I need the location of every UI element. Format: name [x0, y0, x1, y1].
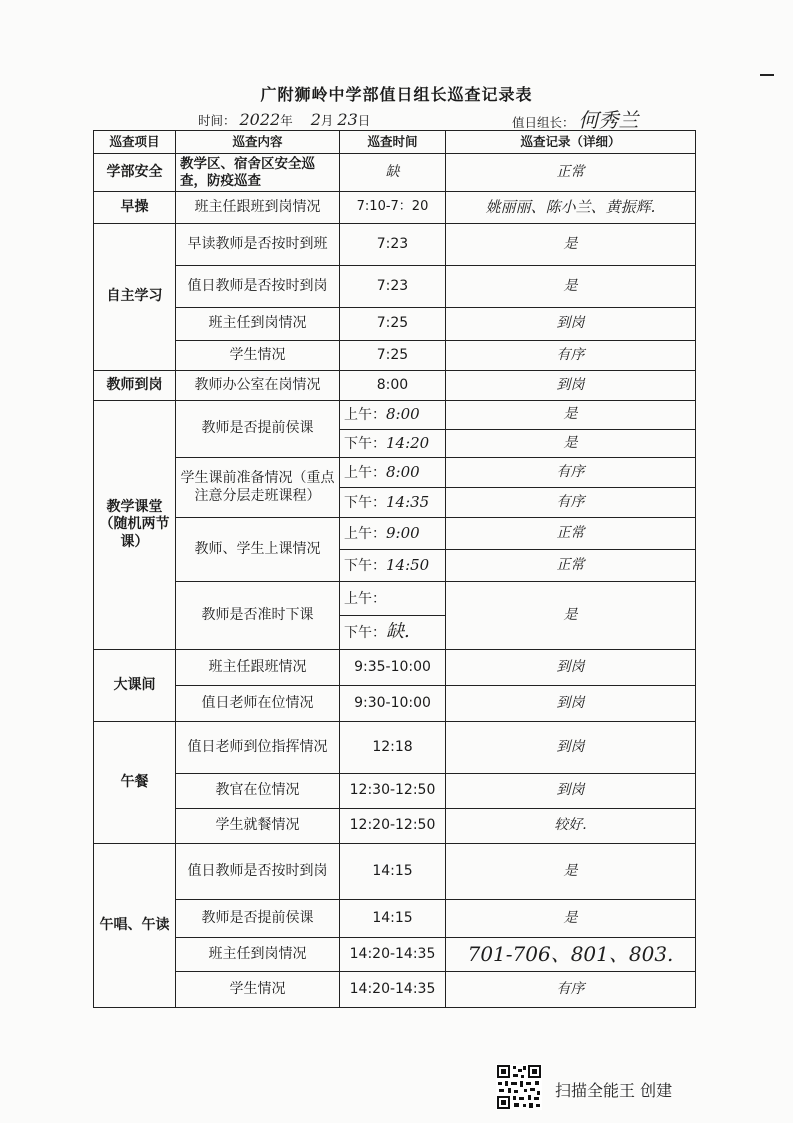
table-row — [94, 972, 696, 1008]
record-cell: 正常 — [446, 518, 696, 550]
am-time-cell — [340, 582, 446, 616]
qr-code-icon — [496, 1064, 542, 1110]
pm-label: 下午： — [344, 625, 386, 642]
date-day-unit: 日 — [357, 113, 371, 128]
content-cell: 班主任跟班情况 — [176, 650, 340, 686]
record-cell: 有序 — [446, 458, 696, 488]
table-row — [94, 401, 696, 430]
record-cell: 有序 — [446, 341, 696, 371]
date-year: 2022 — [239, 110, 281, 129]
time-cell: 14:15 — [340, 844, 446, 900]
pm-time: 14:20 — [386, 433, 430, 452]
record-cell: 有序 — [446, 488, 696, 518]
time-cell: 7:23 — [340, 224, 446, 266]
content-cell: 学生情况 — [176, 972, 340, 1008]
table-row — [94, 686, 696, 722]
content-cell: 班主任到岗情况 — [176, 938, 340, 972]
record-cell: 是 — [446, 224, 696, 266]
date-month-unit: 月 — [320, 113, 334, 128]
category-cell: 大课间 — [94, 650, 176, 722]
pm-time-cell — [340, 430, 446, 458]
category-cell: 自主学习 — [94, 224, 176, 371]
pm-time-cell — [340, 488, 446, 518]
pm-time: 14:50 — [386, 555, 430, 574]
time-cell: 7:25 — [340, 341, 446, 371]
record-cell: 701-706、801、803. — [446, 938, 696, 972]
record-cell: 正常 — [446, 550, 696, 582]
content-cell: 学生课前准备情况（重点注意分层走班课程） — [176, 458, 340, 518]
table-row — [94, 224, 696, 266]
date-year-unit: 年 — [280, 113, 293, 128]
am-time-cell — [340, 458, 446, 488]
record-cell: 是 — [446, 582, 696, 650]
time-cell: 8:00 — [340, 371, 446, 401]
table-row — [94, 154, 696, 192]
content-cell: 教师、学生上课情况 — [176, 518, 340, 582]
header-time: 巡查时间 — [340, 131, 446, 154]
document-title: 广附狮岭中学部值日组长巡查记录表 — [260, 85, 533, 104]
table-row — [94, 266, 696, 308]
record-cell: 是 — [446, 844, 696, 900]
table-row — [94, 722, 696, 774]
pm-label: 下午： — [344, 557, 386, 574]
record-cell: 到岗 — [446, 722, 696, 774]
record-cell: 到岗 — [446, 686, 696, 722]
table-row — [94, 341, 696, 371]
header-item: 巡查项目 — [94, 131, 176, 154]
am-label: 上午： — [344, 590, 386, 607]
content-cell: 教师办公室在岗情况 — [176, 371, 340, 401]
table-row — [94, 774, 696, 809]
content-cell: 教师是否提前侯课 — [176, 900, 340, 938]
leader-label: 值日组长： — [512, 115, 575, 130]
content-cell: 值日教师是否按时到岗 — [176, 266, 340, 308]
time-cell: 缺 — [340, 154, 446, 192]
time-cell: 14:20-14:35 — [340, 972, 446, 1008]
table-row — [94, 844, 696, 900]
record-cell: 正常 — [446, 154, 696, 192]
record-cell: 到岗 — [446, 774, 696, 809]
time-cell: 7:25 — [340, 308, 446, 341]
category-cell: 教学课堂（随机两节课） — [94, 401, 176, 650]
record-cell: 到岗 — [446, 650, 696, 686]
record-cell: 较好. — [446, 809, 696, 844]
header-record: 巡查记录（详细） — [446, 131, 696, 154]
am-time-cell — [340, 401, 446, 430]
table-row — [94, 900, 696, 938]
content-cell: 值日教师是否按时到岗 — [176, 844, 340, 900]
content-cell: 教学区、宿舍区安全巡查，防疫巡查 — [176, 154, 340, 192]
content-cell: 教官在位情况 — [176, 774, 340, 809]
table-row — [94, 192, 696, 224]
content-cell: 学生就餐情况 — [176, 809, 340, 844]
table-row — [94, 938, 696, 972]
category-cell: 学部安全 — [94, 154, 176, 192]
am-label: 上午： — [344, 525, 386, 542]
time-cell: 7:10-7：20 — [340, 192, 446, 224]
pm-time: 缺. — [386, 621, 410, 643]
content-cell: 班主任到岗情况 — [176, 308, 340, 341]
table-row — [94, 650, 696, 686]
content-cell: 班主任跟班到岗情况 — [176, 192, 340, 224]
am-label: 上午： — [344, 407, 386, 424]
time-cell: 9:30-10:00 — [340, 686, 446, 722]
pm-time: 14:35 — [386, 492, 430, 511]
time-cell: 12:18 — [340, 722, 446, 774]
content-cell: 教师是否准时下课 — [176, 582, 340, 650]
record-cell: 是 — [446, 430, 696, 458]
leader-line — [512, 104, 639, 133]
category-cell: 午唱、午读 — [94, 844, 176, 1008]
date-label: 时间： — [198, 113, 236, 128]
content-cell: 早读教师是否按时到班 — [176, 224, 340, 266]
scanner-watermark-text: 扫描全能王 创建 — [555, 1081, 673, 1100]
record-cell: 到岗 — [446, 308, 696, 341]
time-cell: 14:20-14:35 — [340, 938, 446, 972]
record-cell: 有序 — [446, 972, 696, 1008]
record-cell: 是 — [446, 401, 696, 430]
time-cell: 12:20-12:50 — [340, 809, 446, 844]
content-cell: 学生情况 — [176, 341, 340, 371]
record-cell: 是 — [446, 266, 696, 308]
table-row — [94, 809, 696, 844]
category-cell: 午餐 — [94, 722, 176, 844]
content-cell: 值日老师在位情况 — [176, 686, 340, 722]
record-cell: 到岗 — [446, 371, 696, 401]
time-cell: 14:15 — [340, 900, 446, 938]
pm-label: 下午： — [344, 494, 386, 511]
am-time: 9:00 — [386, 523, 420, 542]
record-cell: 姚丽丽、陈小兰、黄振辉. — [446, 192, 696, 224]
am-time: 8:00 — [386, 462, 420, 481]
time-cell: 9:35-10:00 — [340, 650, 446, 686]
table-row — [94, 371, 696, 401]
date-line — [198, 110, 370, 129]
header-content: 巡查内容 — [176, 131, 340, 154]
category-cell: 教师到岗 — [94, 371, 176, 401]
edge-mark — [760, 74, 774, 76]
am-time-cell — [340, 518, 446, 550]
pm-label: 下午： — [344, 435, 386, 452]
record-cell: 是 — [446, 900, 696, 938]
time-cell: 12:30-12:50 — [340, 774, 446, 809]
date-day: 23 — [337, 110, 358, 129]
table-row — [94, 308, 696, 341]
table-row — [94, 518, 696, 550]
pm-time-cell — [340, 616, 446, 650]
content-cell: 教师是否提前侯课 — [176, 401, 340, 458]
content-cell: 值日老师到位指挥情况 — [176, 722, 340, 774]
inspection-table — [93, 130, 696, 1008]
am-time: 8:00 — [386, 405, 420, 424]
pm-time-cell — [340, 550, 446, 582]
header-row — [94, 131, 696, 154]
category-cell: 早操 — [94, 192, 176, 224]
table-row — [94, 582, 696, 616]
date-month: 2 — [310, 110, 321, 129]
table-row — [94, 458, 696, 488]
am-label: 上午： — [344, 464, 386, 481]
time-cell: 7:23 — [340, 266, 446, 308]
leader-signature: 何秀兰 — [578, 108, 639, 132]
